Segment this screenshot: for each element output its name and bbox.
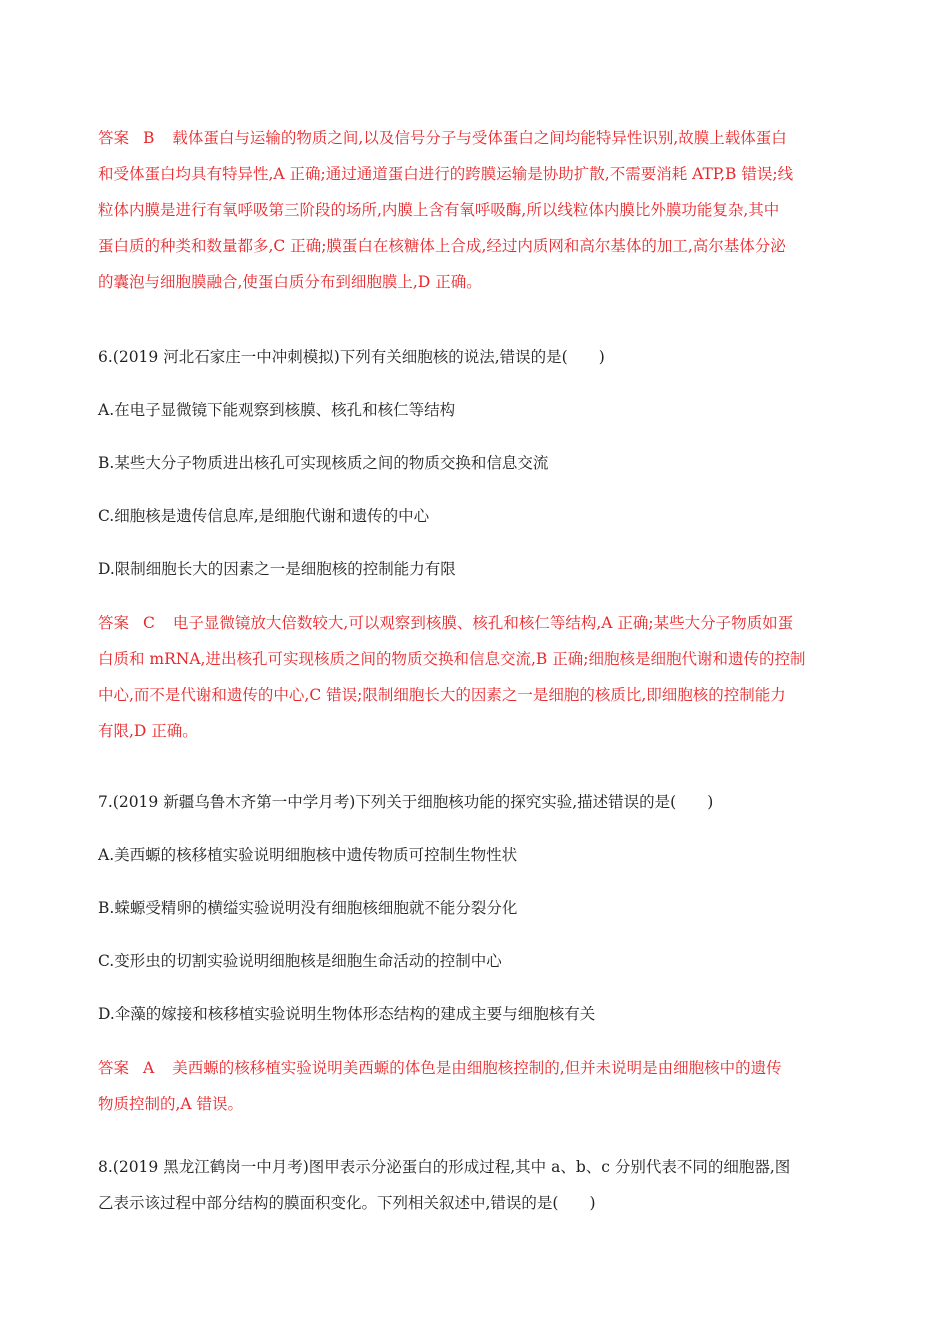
question-6-option-a bbox=[98, 392, 853, 428]
answer-7-line-2: 物质控制的,A 错误。 bbox=[98, 1095, 244, 1113]
answer-label: 答案 bbox=[98, 1059, 130, 1077]
option-text: D.伞藻的嫁接和核移植实验说明生物体形态结构的建成主要与细胞核有关 bbox=[98, 1005, 596, 1023]
question-7-option-b bbox=[98, 890, 853, 926]
question-7-stem-text: 7.(2019 新疆乌鲁木齐第一中学月考)下列关于细胞核功能的探究实验,描述错误的是( ) bbox=[98, 793, 714, 811]
answer-key: B bbox=[143, 129, 155, 147]
question-7-option-c bbox=[98, 943, 853, 979]
question-6-option-d bbox=[98, 551, 853, 587]
answer-6 bbox=[98, 605, 853, 749]
answer-5-line-1 bbox=[98, 120, 853, 156]
question-6-option-c bbox=[98, 498, 853, 534]
answer-text: 美西螈的核移植实验说明美西螈的体色是由细胞核控制的,但并未说明是由细胞核中的遗传 bbox=[172, 1059, 782, 1077]
answer-6-line-4: 有限,D 正确。 bbox=[98, 722, 198, 740]
question-6-stem bbox=[98, 339, 853, 375]
question-6-option-b bbox=[98, 445, 853, 481]
answer-6-line-2: 白质和 mRNA,进出核孔可实现核质之间的物质交换和信息交流,B 正确;细胞核是细胞代谢和遗传的控制 bbox=[98, 650, 806, 668]
option-text: B.蝾螈受精卵的横缢实验说明没有细胞核细胞就不能分裂分化 bbox=[98, 899, 518, 917]
option-text: A.美西螈的核移植实验说明细胞核中遗传物质可控制生物性状 bbox=[98, 846, 518, 864]
answer-key: C bbox=[143, 614, 155, 632]
option-text: B.某些大分子物质进出核孔可实现核质之间的物质交换和信息交流 bbox=[98, 454, 549, 472]
answer-key: A bbox=[143, 1059, 155, 1077]
option-text: A.在电子显微镜下能观察到核膜、核孔和核仁等结构 bbox=[98, 401, 456, 419]
answer-5 bbox=[98, 120, 853, 300]
question-7-option-d bbox=[98, 996, 853, 1032]
question-7-option-a bbox=[98, 837, 853, 873]
answer-text: 载体蛋白与运输的物质之间,以及信号分子与受体蛋白之间均能特异性识别,故膜上载体蛋白 bbox=[172, 129, 787, 147]
answer-text: 电子显微镜放大倍数较大,可以观察到核膜、核孔和核仁等结构,A 正确;某些大分子物质如蛋 bbox=[172, 614, 794, 632]
answer-5-line-4: 蛋白质的种类和数量都多,C 正确;膜蛋白在核糖体上合成,经过内质网和高尔基体的加工,高尔基体分泌 bbox=[98, 237, 786, 255]
answer-5-line-5: 的囊泡与细胞膜融合,使蛋白质分布到细胞膜上,D 正确。 bbox=[98, 273, 482, 291]
question-8-stem bbox=[98, 1149, 853, 1221]
answer-5-line-2: 和受体蛋白均具有特异性,A 正确;通过通道蛋白进行的跨膜运输是协助扩散,不需要消耗 ATP,B 错误;线 bbox=[98, 165, 794, 183]
answer-5-line-3: 粒体内膜是进行有氧呼吸第三阶段的场所,内膜上含有氧呼吸酶,所以线粒体内膜比外膜功能复杂,其中 bbox=[98, 201, 780, 219]
option-text: C.细胞核是遗传信息库,是细胞代谢和遗传的中心 bbox=[98, 507, 430, 525]
question-8-stem-line-2: 乙表示该过程中部分结构的膜面积变化。下列相关叙述中,错误的是( ) bbox=[98, 1194, 596, 1212]
answer-label: 答案 bbox=[98, 614, 130, 632]
answer-6-line-1 bbox=[98, 605, 853, 641]
option-text: C.变形虫的切割实验说明细胞核是细胞生命活动的控制中心 bbox=[98, 952, 502, 970]
answer-label: 答案 bbox=[98, 129, 130, 147]
option-text: D.限制细胞长大的因素之一是细胞核的控制能力有限 bbox=[98, 560, 456, 578]
answer-7-line-1 bbox=[98, 1050, 853, 1086]
answer-6-line-3: 中心,而不是代谢和遗传的中心,C 错误;限制细胞长大的因素之一是细胞的核质比,即细胞核的控制能力 bbox=[98, 686, 786, 704]
answer-7 bbox=[98, 1050, 853, 1122]
question-6-stem-text: 6.(2019 河北石家庄一中冲刺模拟)下列有关细胞核的说法,错误的是( ) bbox=[98, 348, 605, 366]
question-8-stem-line-1: 8.(2019 黑龙江鹤岗一中月考)图甲表示分泌蛋白的形成过程,其中 a、b、c 分别代表不同的细胞器,图 bbox=[98, 1158, 791, 1176]
question-7-stem bbox=[98, 784, 853, 820]
